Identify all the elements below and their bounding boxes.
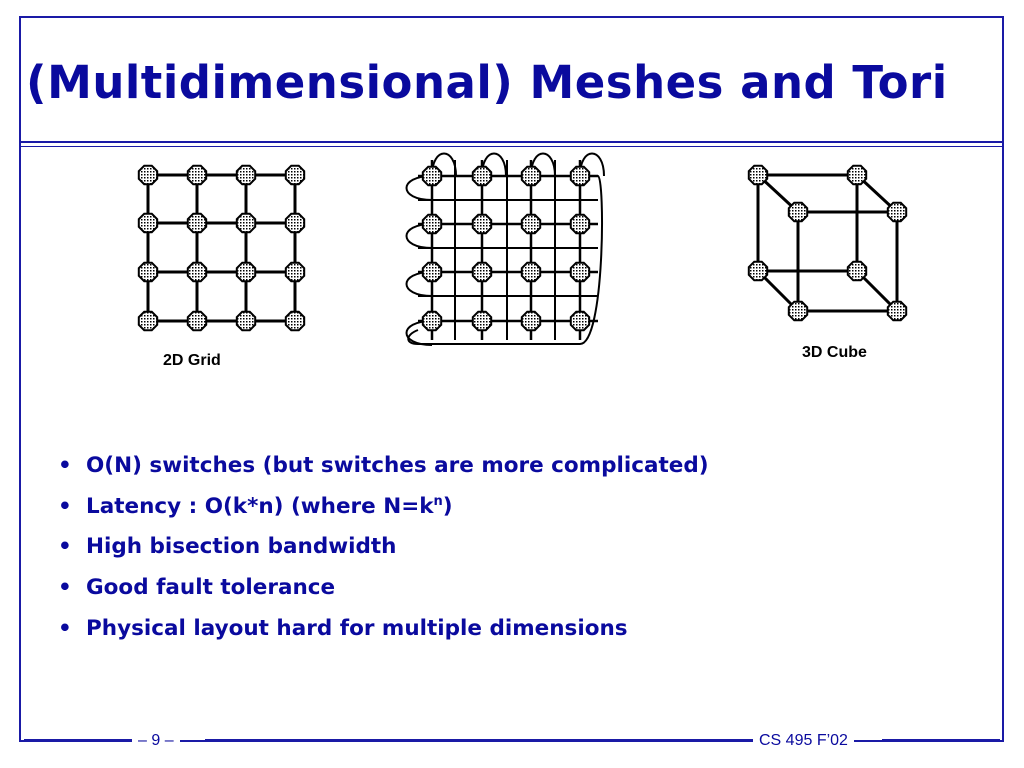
switch-node	[848, 262, 866, 280]
switch-node	[423, 167, 441, 185]
footer-rule-left	[24, 739, 136, 742]
switch-node	[522, 167, 540, 185]
bullet-item: • High bisection bandwidth	[58, 534, 397, 560]
slide-title: (Multidimensional) Meshes and Tori	[26, 56, 948, 109]
switch-node	[749, 166, 767, 184]
switch-node	[473, 312, 491, 330]
switch-node	[139, 312, 157, 330]
switch-node	[139, 214, 157, 232]
switch-node	[139, 263, 157, 281]
switch-node	[423, 263, 441, 281]
switch-node	[522, 312, 540, 330]
course-label: CS 495 F’02	[753, 732, 854, 750]
switch-node	[188, 312, 206, 330]
footer-rule-right	[882, 739, 1000, 742]
bullet-item: • O(N) switches (but switches are more complicated)	[58, 453, 709, 478]
switch-node	[571, 215, 589, 233]
switch-node	[473, 167, 491, 185]
switch-node	[237, 263, 255, 281]
footer-rule-middle	[205, 739, 753, 742]
switch-node	[237, 312, 255, 330]
switch-node	[188, 166, 206, 184]
switch-node	[188, 263, 206, 281]
switch-node	[237, 166, 255, 184]
switch-node	[571, 263, 589, 281]
switch-node	[139, 166, 157, 184]
switch-node	[789, 302, 807, 320]
switch-node	[286, 312, 304, 330]
switch-node	[423, 215, 441, 233]
grid-2d-diagram	[139, 166, 304, 330]
page-number: – 9 –	[132, 732, 180, 750]
switch-node	[571, 312, 589, 330]
switch-node	[286, 263, 304, 281]
switch-node	[522, 263, 540, 281]
switch-node	[423, 312, 441, 330]
bullet-list	[58, 446, 709, 649]
switch-node	[888, 302, 906, 320]
cube-caption: 3D Cube	[802, 344, 867, 361]
switch-node	[286, 166, 304, 184]
switch-node	[888, 203, 906, 221]
switch-node	[522, 215, 540, 233]
cube-3d-diagram	[749, 166, 906, 320]
switch-node	[789, 203, 807, 221]
switch-node	[473, 263, 491, 281]
grid-caption: 2D Grid	[163, 352, 221, 369]
bullet-item: • Latency : O(k*n) (where $N=k^n$)	[58, 493, 453, 519]
torus-diagram	[407, 154, 605, 346]
switch-node	[848, 166, 866, 184]
switch-node	[188, 214, 206, 232]
bullet-item: • Good fault tolerance	[58, 575, 336, 601]
switch-node	[571, 167, 589, 185]
switch-node	[473, 215, 491, 233]
switch-node	[286, 214, 304, 232]
bullet-item: • Physical layout hard for multiple dimensions	[58, 615, 628, 641]
switch-node	[749, 262, 767, 280]
switch-node	[237, 214, 255, 232]
